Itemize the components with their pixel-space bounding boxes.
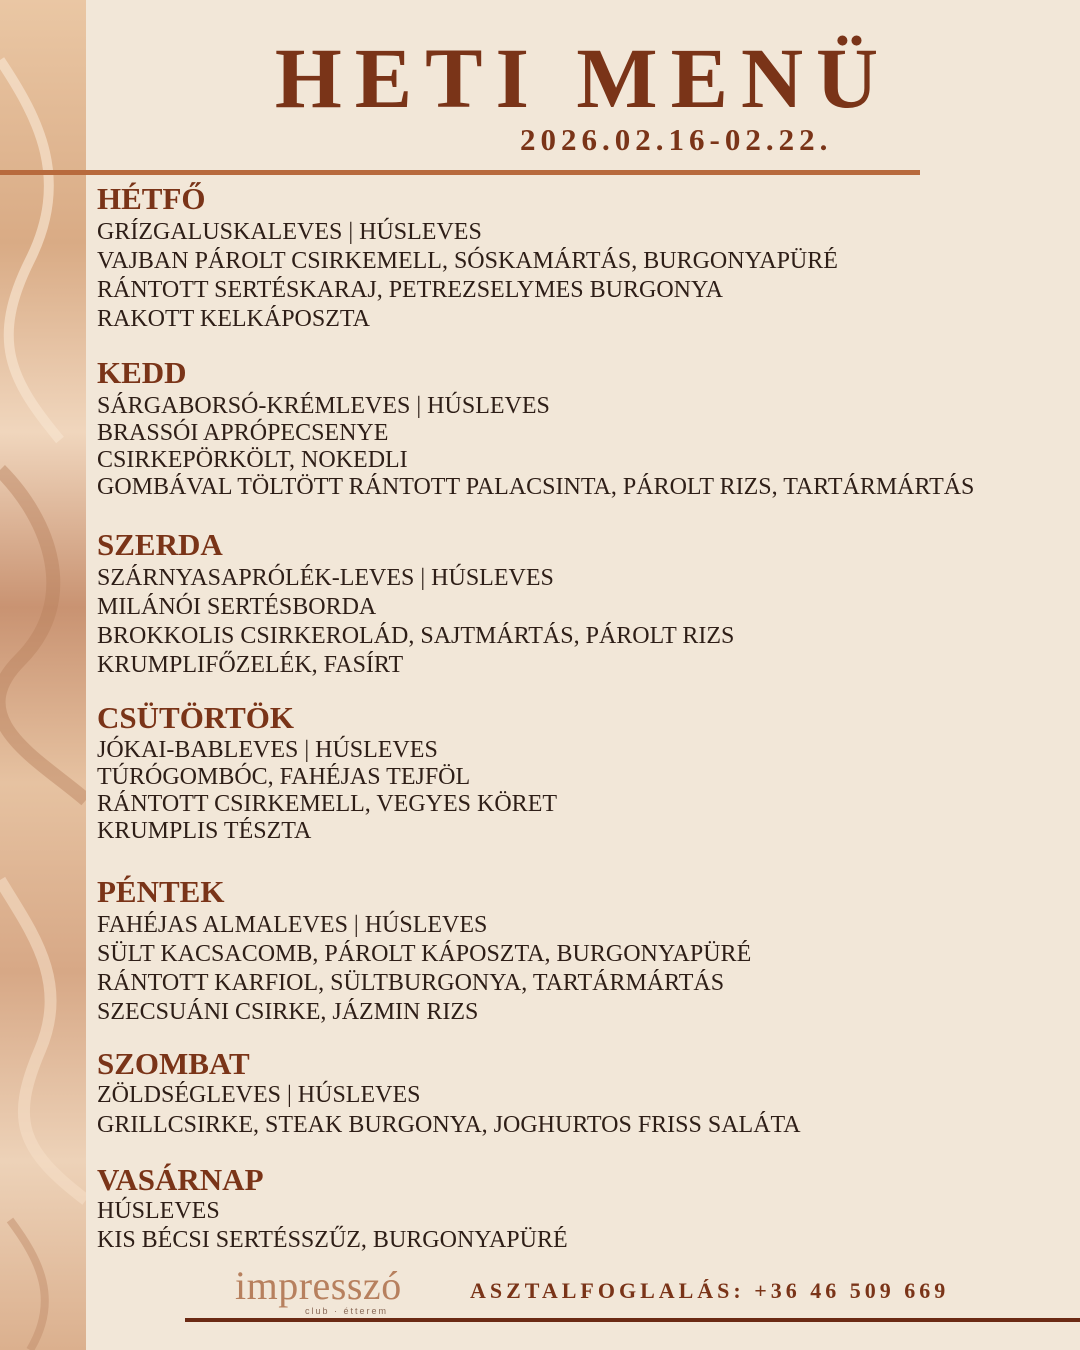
menu-item: SZÁRNYASAPRÓLÉK-LEVES | HÚSLEVES [97,565,554,591]
menu-item: RÁNTOTT CSIRKEMELL, VEGYES KÖRET [97,791,558,817]
menu-item: KRUMPLIFŐZELÉK, FASÍRT [97,652,404,678]
menu-item: RÁNTOTT SERTÉSKARAJ, PETREZSELYMES BURGONYA [97,277,723,303]
day-section-wednesday [97,528,1072,680]
logo-wordmark: impresszó [235,1263,402,1308]
menu-item: JÓKAI-BABLEVES | HÚSLEVES [97,737,438,763]
logo-subtext: club · étterem [305,1306,389,1316]
date-range: 2026.02.16-02.22. [520,122,833,157]
menu-item: RAKOTT KELKÁPOSZTA [97,306,370,332]
day-section-thursday [97,701,1072,845]
day-heading: PÉNTEK [97,874,225,909]
menu-item: FAHÉJAS ALMALEVES | HÚSLEVES [97,912,488,938]
menu-item: TÚRÓGOMBÓC, FAHÉJAS TEJFÖL [97,764,471,790]
day-heading: SZOMBAT [97,1046,250,1081]
day-section-saturday [97,1047,1072,1139]
day-section-sunday [97,1163,1072,1255]
menu-item: CSIRKEPÖRKÖLT, NOKEDLI [97,447,408,473]
day-heading: HÉTFŐ [97,181,206,216]
menu-item: BROKKOLIS CSIRKEROLÁD, SAJTMÁRTÁS, PÁROLT RIZS [97,623,735,649]
menu-item: MILÁNÓI SERTÉSBORDA [97,594,377,620]
decorative-side-panel [0,0,86,1350]
menu-item: SZECSUÁNI CSIRKE, JÁZMIN RIZS [97,999,479,1025]
day-section-tuesday [97,356,1072,501]
menu-item: KIS BÉCSI SERTÉSSZŰZ, BURGONYAPÜRÉ [97,1227,568,1253]
menu-item: VAJBAN PÁROLT CSIRKEMELL, SÓSKAMÁRTÁS, BURGONYAPÜRÉ [97,248,838,274]
day-section-monday [97,182,1072,334]
menu-item: KRUMPLIS TÉSZTA [97,818,312,844]
day-heading: SZERDA [97,527,223,562]
restaurant-logo [235,1263,435,1316]
menu-item: SÁRGABORSÓ-KRÉMLEVES | HÚSLEVES [97,393,550,419]
page-title: HETI MENÜ [274,30,892,126]
day-heading: VASÁRNAP [97,1162,264,1197]
reservation-phone: ASZTALFOGLALÁS: +36 46 509 669 [470,1278,950,1303]
menu-item: HÚSLEVES [97,1198,220,1224]
menu-item: BRASSÓI APRÓPECSENYE [97,420,389,446]
marble-swirl-decoration [0,0,86,1350]
day-heading: CSÜTÖRTÖK [97,700,295,735]
day-section-friday [97,875,1072,1027]
menu-item: GRÍZGALUSKALEVES | HÚSLEVES [97,219,482,245]
menu-item: RÁNTOTT KARFIOL, SÜLTBURGONYA, TARTÁRMÁRTÁS [97,970,725,996]
day-heading: KEDD [97,355,187,390]
menu-item: SÜLT KACSACOMB, PÁROLT KÁPOSZTA, BURGONYAPÜRÉ [97,941,752,967]
footer-divider [185,1318,1080,1322]
menu-item: ZÖLDSÉGLEVES | HÚSLEVES [97,1082,421,1108]
header-divider [0,170,920,175]
menu-item: GOMBÁVAL TÖLTÖTT RÁNTOTT PALACSINTA, PÁROLT RIZS, TARTÁRMÁRTÁS [97,474,975,500]
menu-item: GRILLCSIRKE, STEAK BURGONYA, JOGHURTOS FRISS SALÁTA [97,1112,801,1138]
